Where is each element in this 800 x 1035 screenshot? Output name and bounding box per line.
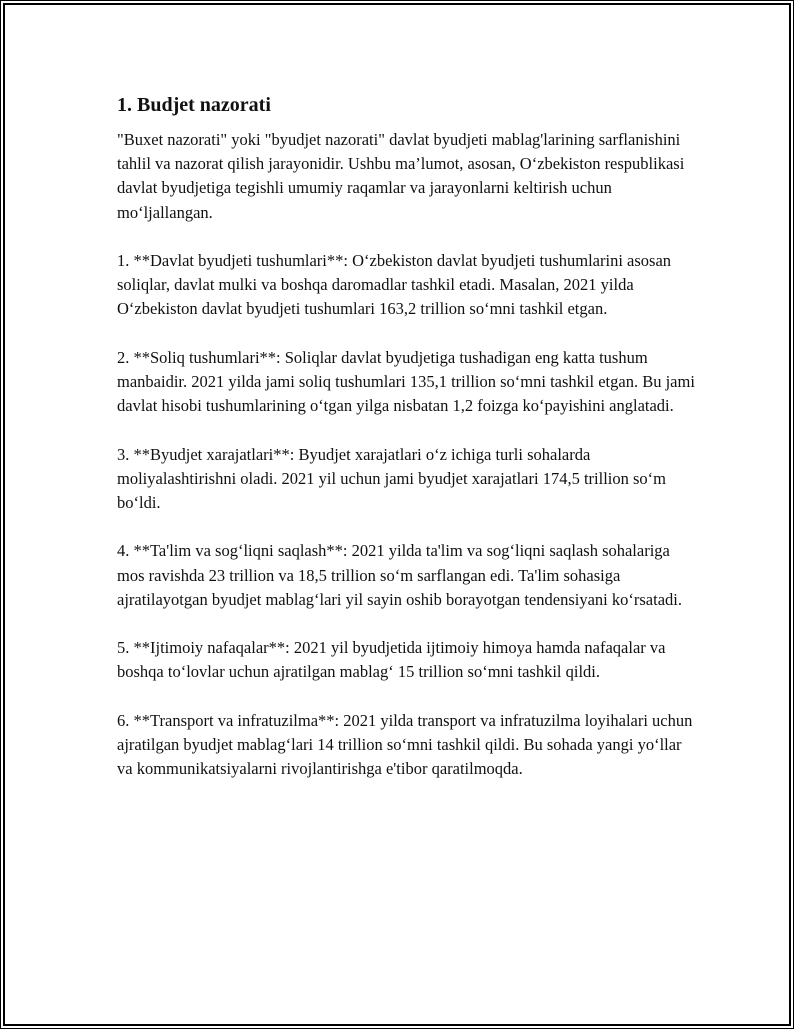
list-item-education-health: 4. **Ta'lim va sog‘liqni saqlash**: 2021 yilda ta'lim va sog‘liqni saqlash sohalariga mos ravishda 23 trillion va 18,5 trillion so‘m sarflangan edi. Ta'lim sohasiga ajratilayotgan byudjet mablag‘lari yil sayin oshib borayotgan tendensiyani ko‘rsatadi. (117, 541, 682, 609)
list-item-tax-revenues: 2. **Soliq tushumlari**: Soliqlar davlat byudjetiga tushadigan eng katta tushum manbaidir. 2021 yilda jami soliq tushumlari 135,1 trillion so‘mni tashkil etgan. Bu jami davlat hisobi tushumlarining o‘tgan yilga nisbatan 1,2 foizga ko‘payishini anglatadi. (117, 347, 695, 416)
section-heading: 1. Budjet nazorati (117, 94, 271, 116)
list-item-state-budget-revenues: 1. **Davlat byudjeti tushumlari**: O‘zbekiston davlat byudjeti tushumlarini asosan soliqlar, davlat mulki va boshqa daromadlar tashkil etadi. Masalan, 2021 yilda O‘zbekiston davlat byudjeti tushumlari 163,2 trillion so‘mni tashkil etgan. (117, 251, 672, 319)
list-item-social-benefits: 5. **Ijtimoiy nafaqalar**: 2021 yil byudjetida ijtimoiy himoya hamda nafaqalar va boshqa to‘lovlar uchun ajratilgan mablag‘ 15 trillion so‘mni tashkil qildi. (117, 638, 666, 682)
intro-paragraph: "Buxet nazorati" yoki "byudjet nazorati" davlat byudjeti mablag'larining sarflanishini tahlil va nazorat qilish jarayonidir. Ushbu ma’lumot, asosan, O‘zbekiston respublikasi davlat byudjetiga tegishli umumiy raqamlar va jarayonlarni keltirish uchun mo‘ljallangan. (117, 130, 685, 222)
list-item-transport-infrastructure: 6. **Transport va infratuzilma**: 2021 yilda transport va infratuzilma loyihalari uchun ajratilgan byudjet mablag‘lari 14 trillion so‘mni tashkil qildi. Bu sohada yangi yo‘llar va kommunikatsiyalarni rivojlantirishga e'tibor qaratilmoqda. (117, 710, 693, 779)
list-item-budget-expenditures: 3. **Byudjet xarajatlari**: Byudjet xarajatlari o‘z ichiga turli sohalarda moliyalashtirishni oladi. 2021 yil uchun jami byudjet xarajatlari 174,5 trillion so‘m bo‘ldi. (117, 444, 666, 512)
document-body (117, 92, 697, 806)
